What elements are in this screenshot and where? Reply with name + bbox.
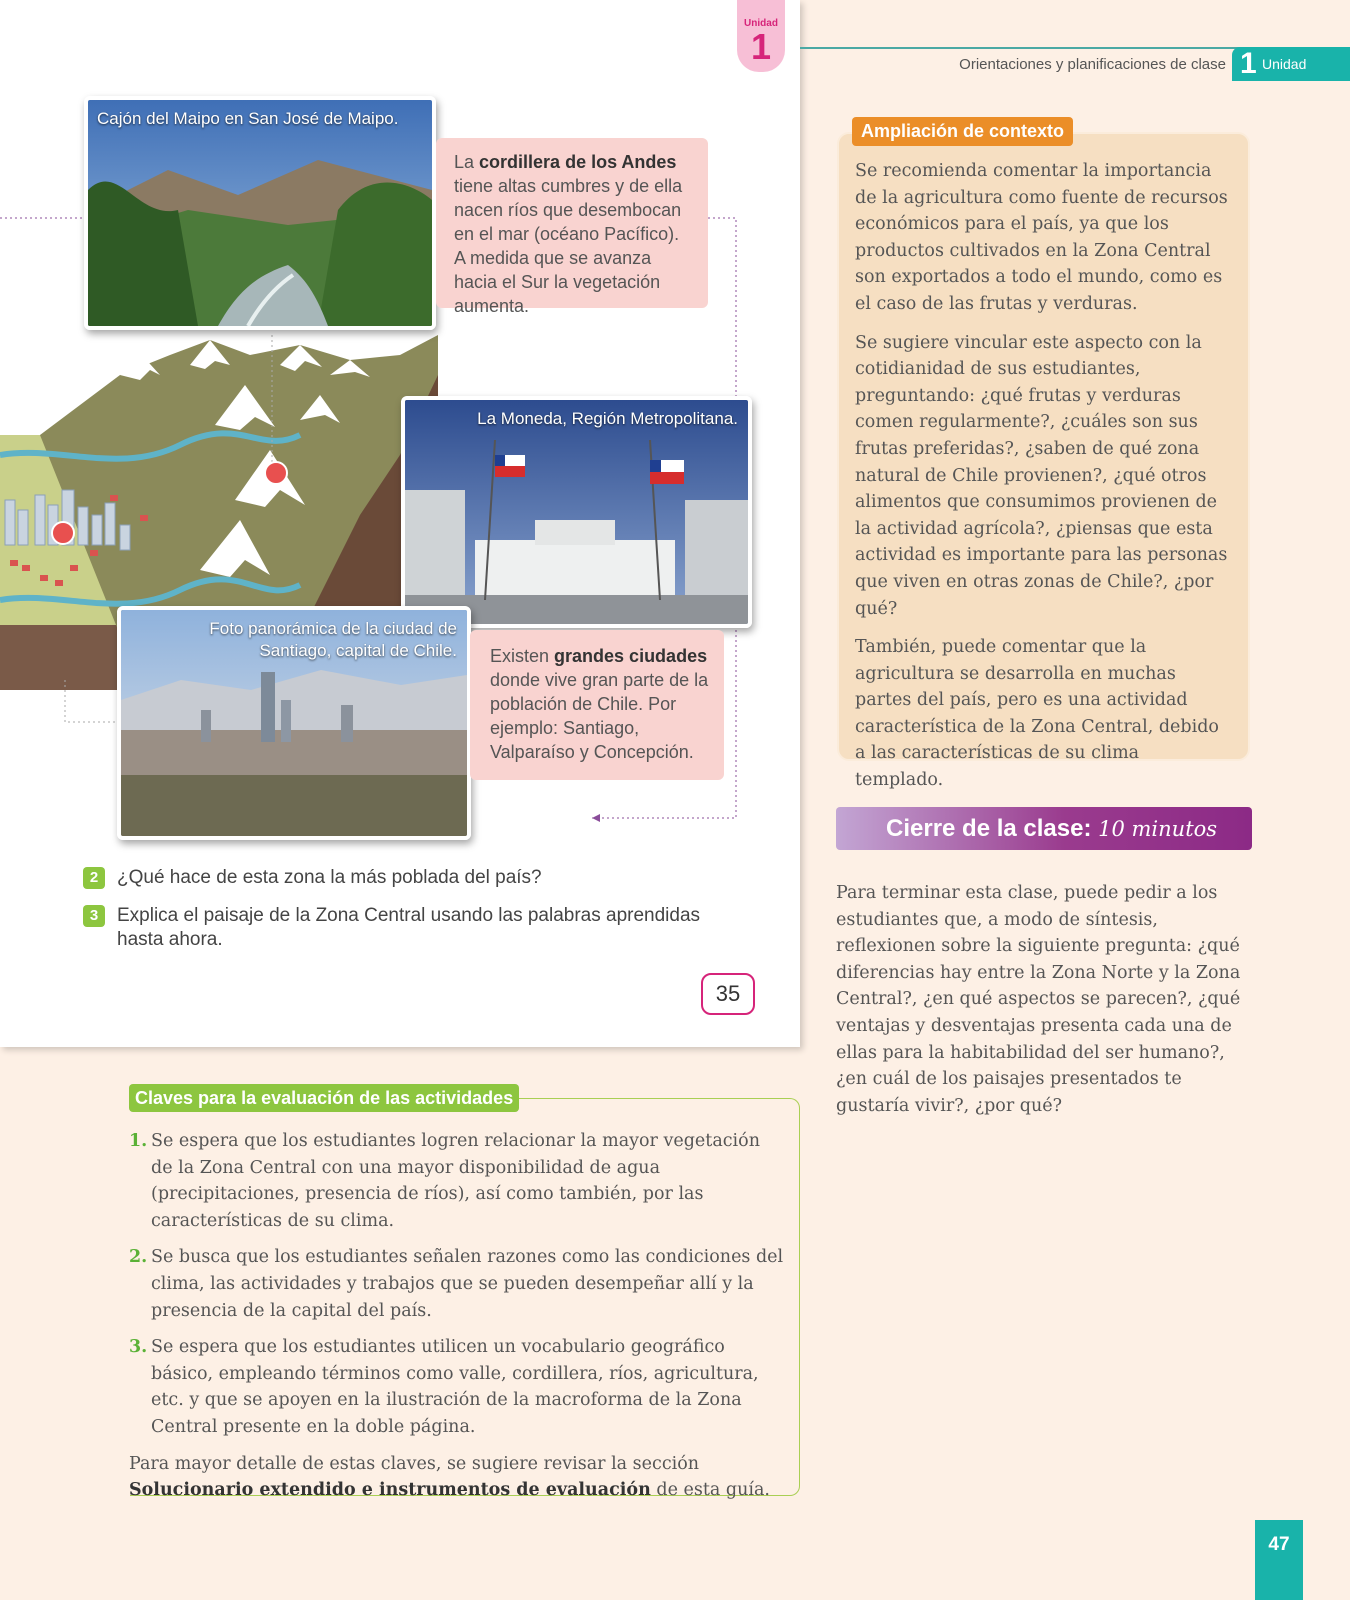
callout-cordillera-andes <box>436 138 708 316</box>
question-text: ¿Qué hace de esta zona la más poblada del país? <box>117 867 542 888</box>
callout-andes-rest: tiene altas cumbres y de ella nacen ríos que desembocan en el mar (océano Pacífico). A medida que se avanza hacia el Sur la vegetación aumenta. <box>454 176 683 316</box>
evaluation-item <box>129 1128 785 1234</box>
context-paragraph: Se sugiere vincular este aspecto con la cotidianidad de sus estudiantes, preguntando: ¿qué frutas y verduras comen regularmente?, ¿cuáles son sus frutas preferidas?, ¿saben de qué zona natural de Chile provienen?, ¿qué otros alimentos que consumimos provienen de la actividad agrícola?, ¿piensas que esta actividad es importante para las personas que viven en otras zonas de Chile?, ¿por qué? <box>855 332 1228 619</box>
callout-cities-rest: donde vive gran parte de la población de Chile. Por ejemplo: Santiago, Valparaíso y Concepción. <box>490 670 709 762</box>
context-box <box>837 132 1250 791</box>
photo-caption-santiago-line1: Foto panorámica de la ciudad de <box>209 619 457 638</box>
context-tag: Ampliación de contexto <box>852 117 1073 146</box>
question-number-badge: 3 <box>83 905 105 927</box>
unit-tab-number: 1 <box>750 26 772 67</box>
question-item <box>83 866 743 890</box>
callout-cities-pre: Existen <box>490 646 555 666</box>
context-paragraph: Se recomienda comentar la importancia de la agricultura como fuente de recursos económicos para el país, ya que los productos cultivados en la Zona Central son exportados a todo el mundo, como es el caso de las frutas y verduras. <box>855 161 1228 314</box>
header-unit-number: 1 <box>1240 47 1257 80</box>
context-paragraph: También, puede comentar que la agricultura se desarrolla en muchas partes del país, pero es una actividad característica de la Zona Central, debido a las características de su clima templado. <box>855 637 1219 791</box>
photo-caption-santiago <box>209 618 457 662</box>
cajon-del-maipo-image <box>88 100 432 326</box>
photo-caption-moneda: La Moneda, Región Metropolitana. <box>477 409 738 428</box>
question-text: Explica el paisaje de la Zona Central usando las palabras aprendidas hasta ahora. <box>117 905 701 950</box>
student-book-page <box>0 0 800 1047</box>
evaluation-note-pre: Para mayor detalle de estas claves, se sugiere revisar la sección <box>129 1453 700 1474</box>
header-unit-badge <box>1232 47 1350 81</box>
evaluation-item-text: Se espera que los estudiantes utilicen un vocabulario geográfico básico, empleando términos como valle, cordillera, ríos, agricultura, etc. y que se apoyen en la ilustración de la macroforma de la Zona Central presente en la doble página. <box>151 1337 759 1437</box>
photo-santiago-panorama <box>117 606 471 840</box>
question-number-badge: 2 <box>83 867 105 889</box>
callout-grandes-ciudades <box>470 630 724 780</box>
evaluation-note-bold: Solucionario extendido e instrumentos de evaluación <box>129 1480 651 1501</box>
closing-title: Cierre de la clase: <box>886 815 1092 842</box>
header-unit-word: Unidad <box>1262 56 1307 72</box>
la-moneda-image <box>405 400 748 624</box>
unit-tab-word: Unidad <box>744 18 778 29</box>
callout-andes-bold: cordillera de los Andes <box>479 152 677 172</box>
evaluation-item <box>129 1244 785 1324</box>
callout-andes-pre: La <box>454 152 480 172</box>
evaluation-item-number: 2. <box>129 1247 148 1268</box>
callout-cities-bold: grandes ciudades <box>554 646 708 666</box>
evaluation-content <box>129 1128 785 1504</box>
evaluation-item-number: 3. <box>129 1337 148 1358</box>
evaluation-item-text: Se espera que los estudiantes logren relacionar la mayor vegetación de la Zona Central con una mayor disponibilidad de agua (precipitaciones, presencia de ríos), así como también, por las características de su clima. <box>151 1131 760 1231</box>
student-page-number: 35 <box>701 973 755 1015</box>
closing-header <box>836 807 1252 850</box>
photo-caption-santiago-line2: Santiago, capital de Chile. <box>259 641 457 660</box>
evaluation-note <box>129 1451 785 1504</box>
photo-caption-maipo: Cajón del Maipo en San José de Maipo. <box>97 109 399 128</box>
closing-duration: 10 minutos <box>1098 817 1218 841</box>
evaluation-note-post: de esta guía. <box>650 1480 770 1501</box>
unit-tab <box>737 0 785 72</box>
photo-la-moneda <box>401 396 752 628</box>
evaluation-tag: Claves para la evaluación de las actividades <box>129 1084 519 1112</box>
photo-cajon-del-maipo <box>84 96 436 330</box>
guide-page-number: 47 <box>1255 1520 1303 1600</box>
evaluation-item-number: 1. <box>129 1131 148 1151</box>
evaluation-item-text: Se busca que los estudiantes señalen razones como las condiciones del clima, las actividades y trabajos que se pueden desempeñar allí y la presencia de la capital del país. <box>151 1247 784 1321</box>
question-item <box>83 904 743 952</box>
evaluation-item <box>129 1334 785 1440</box>
closing-text: Para terminar esta clase, puede pedir a los estudiantes que, a modo de síntesis, reflexionen sobre la siguiente pregunta: ¿qué diferencias hay entre la Zona Norte y la Zona Central?, ¿en qué aspectos se parecen?, ¿qué ventajas y desventajas presenta cada una de ellas para la habitabilidad del ser humano?, ¿en cuál de los paisajes presentados te gustaría vivir?, ¿por qué? <box>836 883 1241 1116</box>
header-title: Orientaciones y planificaciones de clase <box>959 56 1226 73</box>
